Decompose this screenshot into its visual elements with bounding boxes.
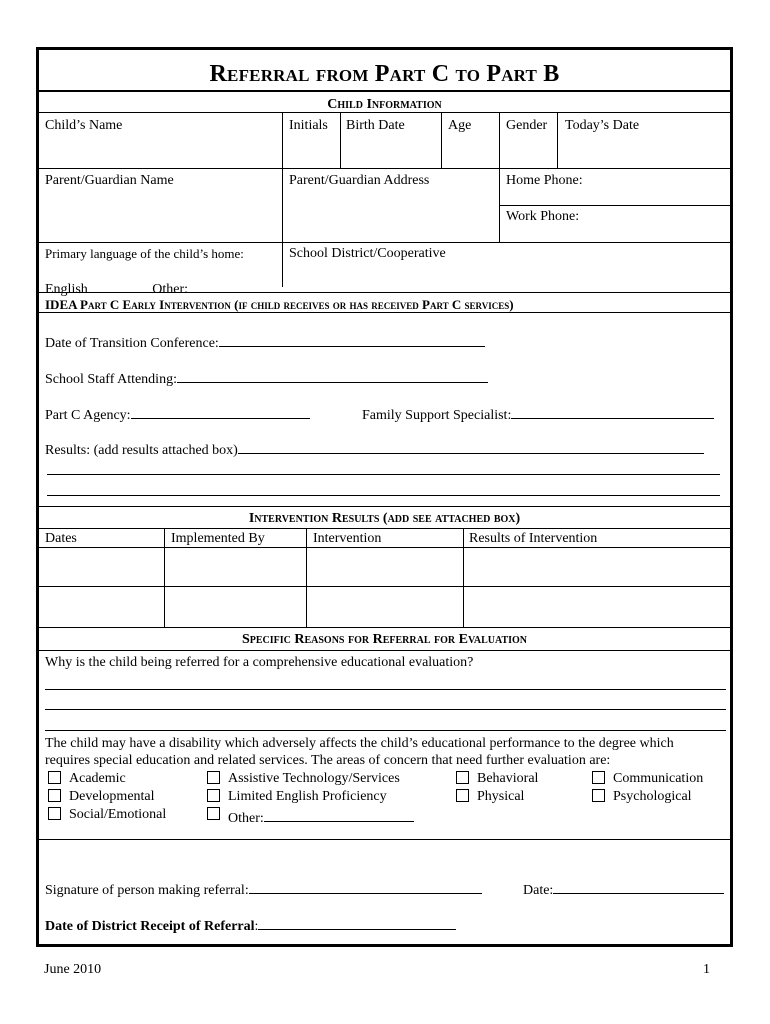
transition-conference-label: Date of Transition Conference:: [45, 336, 219, 351]
other-area-row: [228, 808, 414, 826]
psychological-label: Psychological: [613, 789, 692, 804]
col-header-implemented-by: Implemented By: [171, 531, 265, 546]
social-emotional-label: Social/Emotional: [69, 807, 167, 822]
signature-date-field[interactable]: [553, 880, 724, 894]
signature-date-label: Date:: [523, 883, 554, 898]
answer-line[interactable]: [45, 689, 726, 690]
psychological-checkbox[interactable]: [592, 789, 605, 802]
col-header-intervention: Intervention: [313, 531, 382, 546]
section-heading-reasons: Specific Reasons for Referral for Evaluation: [241, 632, 528, 647]
academic-checkbox[interactable]: [48, 771, 61, 784]
limited-english-checkbox[interactable]: [207, 789, 220, 802]
home-phone-label: Home Phone:: [506, 173, 583, 188]
other-area-label: Other:: [228, 811, 264, 826]
results-line[interactable]: [47, 474, 720, 475]
table-row[interactable]: [39, 586, 730, 587]
section-heading-child-info: Child Information: [327, 97, 442, 112]
todays-date-label: Today’s Date: [565, 118, 640, 133]
results-row: [45, 440, 704, 458]
communication-label: Communication: [613, 771, 704, 786]
form-title: Referral from Part C to Part B: [209, 61, 560, 87]
referral-form: [36, 47, 733, 947]
physical-checkbox[interactable]: [456, 789, 469, 802]
results-field[interactable]: [238, 440, 704, 454]
developmental-label: Developmental: [69, 789, 155, 804]
academic-label: Academic: [69, 771, 126, 786]
results-label: Results: (add results attached box): [45, 443, 238, 458]
other-language-field[interactable]: [188, 279, 266, 293]
table-row[interactable]: [39, 627, 730, 628]
answer-line[interactable]: [45, 730, 726, 731]
birth-date-label: Birth Date: [346, 118, 405, 133]
communication-checkbox[interactable]: [592, 771, 605, 784]
school-staff-label: School Staff Attending:: [45, 372, 177, 387]
divider: [39, 90, 730, 92]
physical-label: Physical: [477, 789, 525, 804]
family-support-label: Family Support Specialist:: [362, 408, 512, 423]
family-support-field[interactable]: [511, 405, 714, 419]
school-staff-field[interactable]: [177, 369, 488, 383]
initials-label: Initials: [289, 118, 328, 133]
developmental-checkbox[interactable]: [48, 789, 61, 802]
age-label: Age: [448, 118, 472, 133]
behavioral-label: Behavioral: [477, 771, 539, 786]
school-district-label: School District/Cooperative: [289, 246, 446, 261]
other-area-field[interactable]: [264, 808, 414, 822]
answer-line[interactable]: [45, 709, 726, 710]
other-language-label: Other:: [152, 282, 189, 297]
behavioral-checkbox[interactable]: [456, 771, 469, 784]
limited-english-label: Limited English Proficiency: [228, 789, 387, 804]
part-c-agency-field[interactable]: [131, 405, 310, 419]
district-receipt-row: Date of District Receipt of Referral:: [45, 916, 456, 934]
assistive-technology-label: Assistive Technology/Services: [228, 771, 400, 786]
gender-label: Gender: [506, 118, 548, 133]
disability-statement-line1: The child may have a disability which adversely affects the child’s educational performance to the degree which: [45, 736, 674, 751]
work-phone-label: Work Phone:: [506, 209, 580, 224]
parent-name-label: Parent/Guardian Name: [45, 173, 174, 188]
signature-field[interactable]: [249, 880, 482, 894]
district-receipt-field[interactable]: [258, 916, 456, 930]
col-header-dates: Dates: [45, 531, 77, 546]
results-line[interactable]: [47, 495, 720, 496]
disability-statement-line2: requires special education and related services. The areas of concern that need further evaluation are:: [45, 753, 611, 768]
english-field[interactable]: [88, 279, 143, 293]
part-c-agency-label: Part C Agency:: [45, 408, 131, 423]
district-receipt-label: Date of District Receipt of Referral: [45, 919, 255, 934]
assistive-technology-checkbox[interactable]: [207, 771, 220, 784]
col-header-results: Results of Intervention: [469, 531, 598, 546]
parent-address-label: Parent/Guardian Address: [289, 173, 430, 188]
footer-date: June 2010: [44, 962, 102, 977]
section-heading-idea: IDEA Part C Early Intervention (if child receives or has received Part C services): [45, 297, 514, 312]
social-emotional-checkbox[interactable]: [48, 807, 61, 820]
childs-name-label: Child’s Name: [45, 118, 123, 133]
english-label: English: [45, 282, 88, 297]
signature-row: [45, 880, 482, 898]
transition-conference-row: [45, 333, 485, 351]
part-c-agency-row: [45, 405, 310, 423]
section-heading-intervention: Intervention Results (add see attached box): [248, 511, 521, 526]
signature-label: Signature of person making referral:: [45, 883, 249, 898]
referral-question: Why is the child being referred for a comprehensive educational evaluation?: [45, 655, 474, 670]
family-support-row: [362, 405, 714, 423]
school-staff-row: [45, 369, 488, 387]
language-options: [45, 279, 266, 297]
page-number: 1: [703, 962, 710, 977]
other-area-checkbox[interactable]: [207, 807, 220, 820]
primary-language-label: Primary language of the child’s home:: [45, 246, 244, 261]
transition-conference-field[interactable]: [219, 333, 485, 347]
signature-date-row: [523, 880, 724, 898]
